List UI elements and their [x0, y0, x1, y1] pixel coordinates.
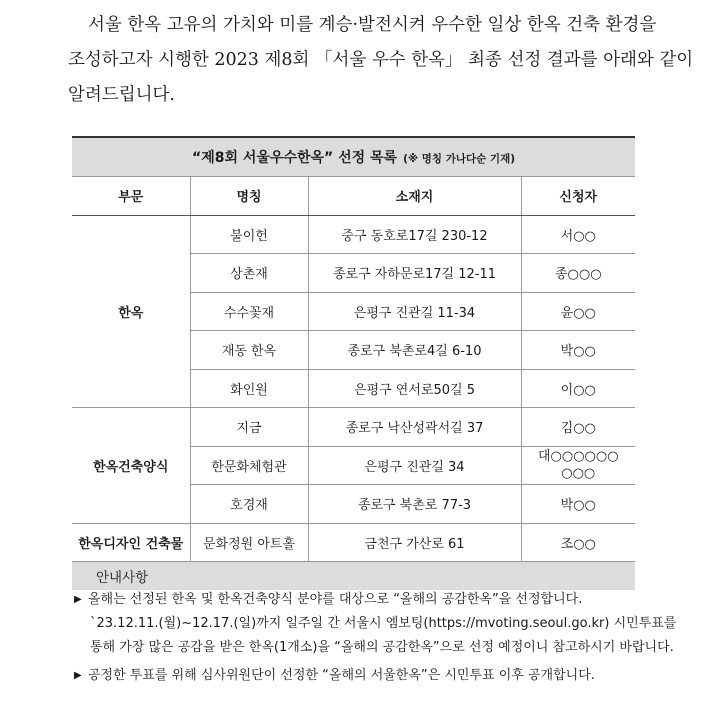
cell-applicant: 박○○ [521, 331, 635, 370]
intro-line-3: 알려드립니다. [68, 85, 175, 105]
cell-name: 재동 한옥 [190, 331, 308, 370]
intro-line-1: 서울 한옥 고유의 가치와 미를 계승·발전시켜 우수한 일상 한옥 건축 환경을 [88, 15, 657, 35]
applicant-line-2: ○○○ [561, 466, 596, 482]
cell-address: 종로구 낙산성곽서길 37 [308, 408, 521, 447]
cell-name: 화인원 [190, 369, 308, 408]
applicant-line-1: 대○○○○○○ [537, 449, 619, 465]
notice-text: 공정한 투표를 위해 심사위원단이 선정한 “올해의 서울한옥”은 시민투표 이후 공개합니다. [88, 668, 595, 683]
header-applicant: 신청자 [521, 177, 635, 216]
triangle-right-icon: ▶ [74, 594, 82, 605]
cell-applicant: 김○○ [521, 408, 635, 447]
cell-address: 종로구 북촌로 77-3 [308, 485, 521, 524]
header-category: 부문 [72, 177, 190, 216]
cell-address: 종로구 자하문로17길 12-11 [308, 254, 521, 293]
cell-applicant: 이○○ [521, 369, 635, 408]
category-hanok-style: 한옥건축양식 [72, 408, 190, 524]
cell-applicant: 서○○ [521, 215, 635, 254]
cell-applicant: 윤○○ [521, 292, 635, 331]
table-row [72, 523, 635, 562]
category-hanok: 한옥 [72, 215, 190, 408]
table-title-note: (※ 명칭 가나다순 기재) [403, 153, 516, 165]
cell-address: 중구 동호로17길 230-12 [308, 215, 521, 254]
table-row [72, 408, 635, 447]
header-name: 명칭 [190, 177, 308, 216]
cell-applicant: 조○○ [521, 523, 635, 562]
cell-name: 지금 [190, 408, 308, 447]
cell-name: 문화정원 아트홀 [190, 523, 308, 562]
cell-address: 종로구 북촌로4길 6-10 [308, 331, 521, 370]
selection-table [72, 136, 635, 590]
table-title-text: “제8회 서울우수한옥” 선정 목록 [192, 150, 398, 166]
category-design: 한옥디자인 건축물 [72, 523, 190, 562]
cell-name: 불이헌 [190, 215, 308, 254]
cell-applicant: 종○○○ [521, 254, 635, 293]
cell-name: 상촌재 [190, 254, 308, 293]
cell-applicant: 박○○ [521, 485, 635, 524]
notices [74, 588, 677, 688]
notice-item [74, 664, 640, 688]
notice-sub-1: `23.12.11.(월)~12.17.(일)까지 일주일 간 서울시 엠보팅(https://mvoting.seoul.go.kr) 시민투표를 [90, 616, 677, 631]
table-row [72, 215, 635, 254]
cell-name: 수수꽃재 [190, 292, 308, 331]
table-title [72, 137, 635, 177]
cell-name: 호경재 [190, 485, 308, 524]
cell-address: 은평구 진관길 34 [308, 446, 521, 485]
notice-text: 올해는 선정된 한옥 및 한옥건축양식 분야를 대상으로 “올해의 공감한옥”을 선정합니다. [88, 592, 583, 607]
header-address: 소재지 [308, 177, 521, 216]
cell-address: 은평구 연서로50길 5 [308, 369, 521, 408]
notice-item [74, 588, 677, 660]
notice-sub-2: 통해 가장 많은 공감을 받은 한옥(1개소)을 “올해의 공감한옥”으로 선정 예정이니 참고하시기 바랍니다. [90, 640, 674, 655]
intro-line-2: 조성하고자 시행한 2023 제8회 「서울 우수 한옥」 최종 선정 결과를 아래와 같이 [68, 50, 694, 70]
cell-address: 금천구 가산로 61 [308, 523, 521, 562]
cell-applicant [521, 446, 635, 485]
cell-name: 한문화체험관 [190, 446, 308, 485]
intro-paragraph [68, 8, 694, 113]
info-label: 안내사항 [72, 562, 635, 591]
cell-address: 은평구 진관길 11-34 [308, 292, 521, 331]
triangle-right-icon: ▶ [74, 670, 82, 681]
